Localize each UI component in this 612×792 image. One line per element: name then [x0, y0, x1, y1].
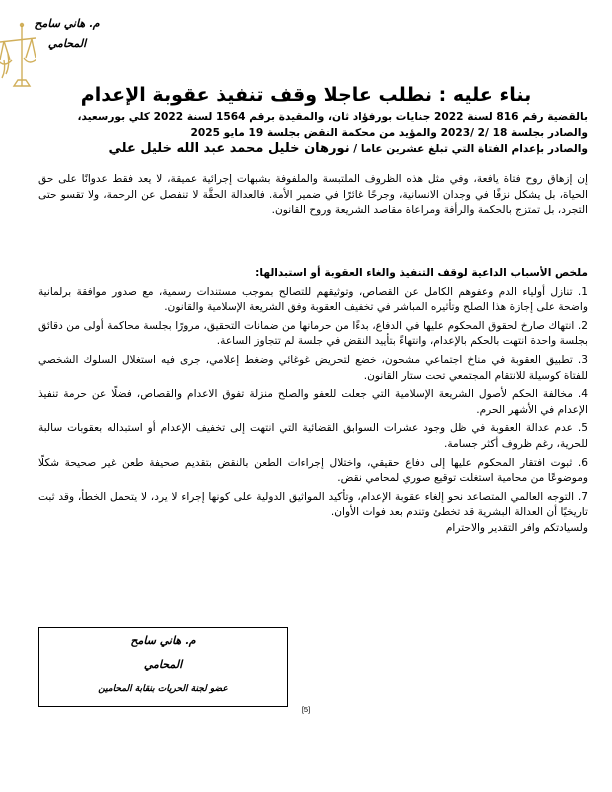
reason-item-7: 7. التوجه العالمي المتصاعد نحو إلغاء عقوبة الإعدام، وتأكيد المواثيق الدولية على كونها إجراء لا يرد، لا يتحمل الخطأ، وقد ثبت تاريخيًا أن العدالة البشرية قد تخطئ وتندم بعد فوات الأوان. [38, 490, 588, 519]
signature-name: م. هاني سامح [130, 634, 196, 647]
case-line-2: والصادر بجلسة 18 /2 /2023 والمؤيد من محكمة النقض بجلسة 19 مايو 2025 [190, 126, 588, 139]
reason-item-4: 4. مخالفة الحكم لأصول الشريعة الإسلامية التي جعلت للعفو والصلح منزلة تفوق الاعدام والقصاص، فضلًا عن حرمة تنفيذ الإعدام في الأشهر الحرم. [38, 388, 588, 416]
signature-role: المحامي [143, 658, 183, 671]
intro-paragraph: إن إزهاق روح فتاة يافعة، وفي مثل هذه الظروف الملتبسة والملفوفة بشبهات إجرائية عميقة، لا يعد فقط عدوانًا على حق الحياة، بل يشكل نزفًا في وجدان الانسانية، وجرحًا غائرًا في ضمير الأمة. فالعدالة الحقَّة لا تنفصل عن الرحمة، ولا تقسو حتى التجرد، بل تمتزج بالحكمة والرأفة ومراعاة مقاصد الشريعة وروح القانون. [38, 173, 588, 217]
closing-line: ولسيادتكم وافر التقدير والاحترام [445, 521, 588, 534]
page-title: بناء عليه : نطلب عاجلا وقف تنفيذ عقوبة الإعدام [80, 84, 532, 106]
reason-item-2: 2. انتهاك صارخ لحقوق المحكوم عليها في الدفاع، بدءًا من حرمانها من ضمانات التحقيق، مرورًا بجلسة محاكمة أولى من دقائق بجلسة واحدة انتهت بالحكم بالإعدام، وانتهاءً بتأييد النقض في جلسة لم تتجاوز الساعة. [38, 319, 588, 348]
reason-item-5: 5. عدم عدالة العقوبة في ظل وجود عشرات السوابق القضائية التي انتهت إلى تخفيف الإعدام أو استبداله بعقوبات سالبة للحرية، رغم ظروف أكثر جسامة. [38, 422, 588, 450]
header-signature [32, 14, 102, 54]
reason-item-1: 1. تنازل أولياء الدم وعفوهم الكامل عن القصاص، وتوثيقهم للتصالح بموجب مستندات رسمية، مع صدور موافقة برلمانية واضحة على إجازة هذا الصلح وتأثيره المباشر في تخفيف العقوبة وفق الشريعة الإسلامية والقانون. [38, 285, 588, 314]
signature-box [38, 627, 288, 707]
reasons-section [38, 266, 588, 537]
header-signature-name: م. هاني سامح [34, 17, 100, 30]
reason-item-6: 6. ثبوت افتقار المحكوم عليها إلى دفاع حقيقي، واختلال إجراءات الطعن بالنقض بتقديم صحيفة طعن غير صحيحة شكلًا وموضوعًا من محامية استغلت توقيع صوري لمحامي نقض. [38, 456, 588, 485]
reasons-heading: ملخص الأسباب الداعية لوقف التنفيذ والغاء العقوبة أو استبدالها: [255, 267, 588, 279]
signature-committee: عضو لجنة الحريات بنقابة المحامين [98, 684, 228, 694]
reason-item-3: 3. تطبيق العقوبة في مناخ اجتماعي مشحون، خضع لتحريض غوغائي وضغط إعلامي، جرى فيه استغلال السلوك الشخصي للفتاة كوسيلة للانتقام المجتمعي تحت ستار القانون. [38, 353, 588, 382]
page-number: [5] [301, 705, 311, 714]
case-details [38, 110, 588, 158]
defendant-name: نورهان خليل محمد عبد الله خليل علي [108, 141, 350, 157]
case-line-3 [38, 141, 588, 158]
header-signature-role: المحامي [47, 37, 87, 50]
case-line-1: بالقضية رقم 816 لسنة 2022 جنايات بورفؤاد ثان، والمقيدة برقم 1564 لسنة 2022 كلي بورسعيد، [77, 111, 588, 123]
case-line-3-prefix: والصادر بإعدام الفتاة التي تبلغ عشرين عاما / [353, 143, 588, 156]
